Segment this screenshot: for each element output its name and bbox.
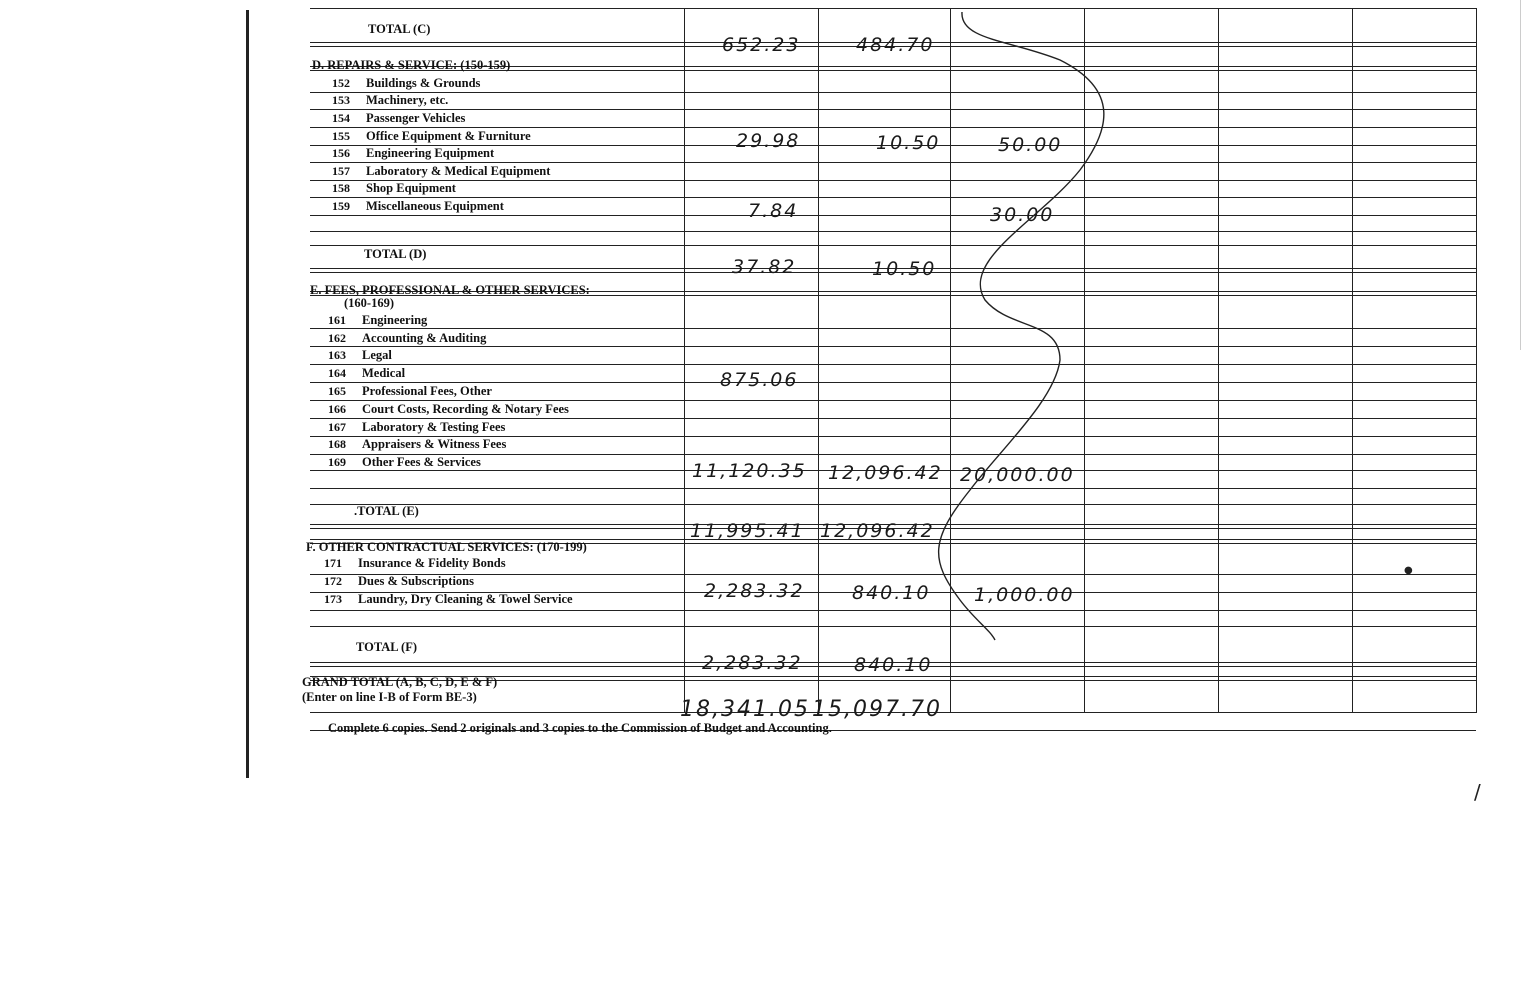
entry-159-request: 30.00 [990,204,1055,226]
entry-155-prior: 29.98 [736,130,801,152]
item-code: 166 [328,402,346,416]
item-code: 168 [328,437,346,451]
item-label: Medical [362,366,406,380]
item-code: 172 [324,574,342,588]
total-f-prior-value: 2,283.32 [702,652,803,674]
item-label: Shop Equipment [366,181,456,195]
grand-total-label: GRAND TOTAL (A, B, C, D, E & F) [302,675,498,689]
total-e-label: .TOTAL (E) [354,504,419,518]
item-code: 154 [332,111,350,125]
item-code: 167 [328,420,346,434]
item-label: Appraisers & Witness Fees [362,437,507,451]
entry-169-request: 20,000.00 [960,464,1075,486]
item-label: Laboratory & Medical Equipment [366,164,551,178]
item-code: 164 [328,366,346,380]
total-e-current-value: 12,096.42 [820,520,935,542]
total-c-prior-value: 652.23 [722,34,801,56]
item-label: Dues & Subscriptions [358,574,474,588]
section-e-subheading: (160-169) [344,296,394,310]
item-code: 156 [332,146,350,160]
item-label: Professional Fees, Other [362,384,492,398]
item-code: 153 [332,93,350,107]
pen-mark: / [1474,780,1481,804]
item-label: Buildings & Grounds [366,76,481,90]
item-code: 171 [324,556,342,570]
entry-155-current: 10.50 [876,132,941,154]
item-label: Laundry, Dry Cleaning & Towel Service [358,592,573,606]
total-d-prior-value: 37.82 [732,256,797,278]
grand-total-prior-value: 18,341.05 [680,697,810,722]
entry-169-current: 12,096.42 [828,462,943,484]
item-label: Legal [362,348,392,362]
entry-155-request: 50.00 [998,134,1063,156]
item-code: 169 [328,455,346,469]
total-d-label: TOTAL (D) [364,247,427,261]
section-e-heading: E. FEES, PROFESSIONAL & OTHER SERVICES: [310,283,590,297]
item-label: Engineering [362,313,428,327]
item-code: 155 [332,129,350,143]
form-footer-instructions: Complete 6 copies. Send 2 originals and 3 copies to the Commission of Budget and Accounting. [328,721,832,735]
ink-dot: ● [1404,565,1413,576]
item-label: Miscellaneous Equipment [366,199,504,213]
grand-total-sublabel: (Enter on line I-B of Form BE-3) [302,690,477,704]
entry-172-prior: 2,283.32 [704,580,805,602]
entry-159-prior: 7.84 [748,200,799,222]
entry-164-prior: 875.06 [720,369,799,391]
total-f-current-value: 840.10 [854,654,933,676]
item-code: 162 [328,331,346,345]
item-label: Office Equipment & Furniture [366,129,531,143]
section-f-heading: F. OTHER CONTRACTUAL SERVICES: (170-199) [306,540,587,554]
item-label: Laboratory & Testing Fees [362,420,506,434]
item-code: 163 [328,348,346,362]
item-label: Machinery, etc. [366,93,449,107]
item-code: 161 [328,313,346,327]
item-code: 157 [332,164,350,178]
item-label: Other Fees & Services [362,455,481,469]
item-code: 165 [328,384,346,398]
total-e-prior-value: 11,995.41 [690,520,805,542]
total-c-current-value: 484.70 [856,34,935,56]
entry-169-prior: 11,120.35 [692,460,807,482]
grand-total-current-value: 15,097.70 [812,697,942,722]
item-code: 173 [324,592,342,606]
item-label: Court Costs, Recording & Notary Fees [362,402,569,416]
entry-172-request: 1,000.00 [974,584,1075,606]
entry-172-current: 840.10 [852,582,931,604]
item-label: Accounting & Auditing [362,331,487,345]
item-code: 159 [332,199,350,213]
item-label: Passenger Vehicles [366,111,466,125]
section-d-heading: D. REPAIRS & SERVICE: (150-159) [312,58,511,72]
item-code: 152 [332,76,350,90]
item-code: 158 [332,181,350,195]
total-c-label: TOTAL (C) [368,22,431,36]
item-label: Insurance & Fidelity Bonds [358,556,506,570]
total-f-label: TOTAL (F) [356,640,418,654]
total-d-current-value: 10.50 [872,258,937,280]
item-label: Engineering Equipment [366,146,495,160]
